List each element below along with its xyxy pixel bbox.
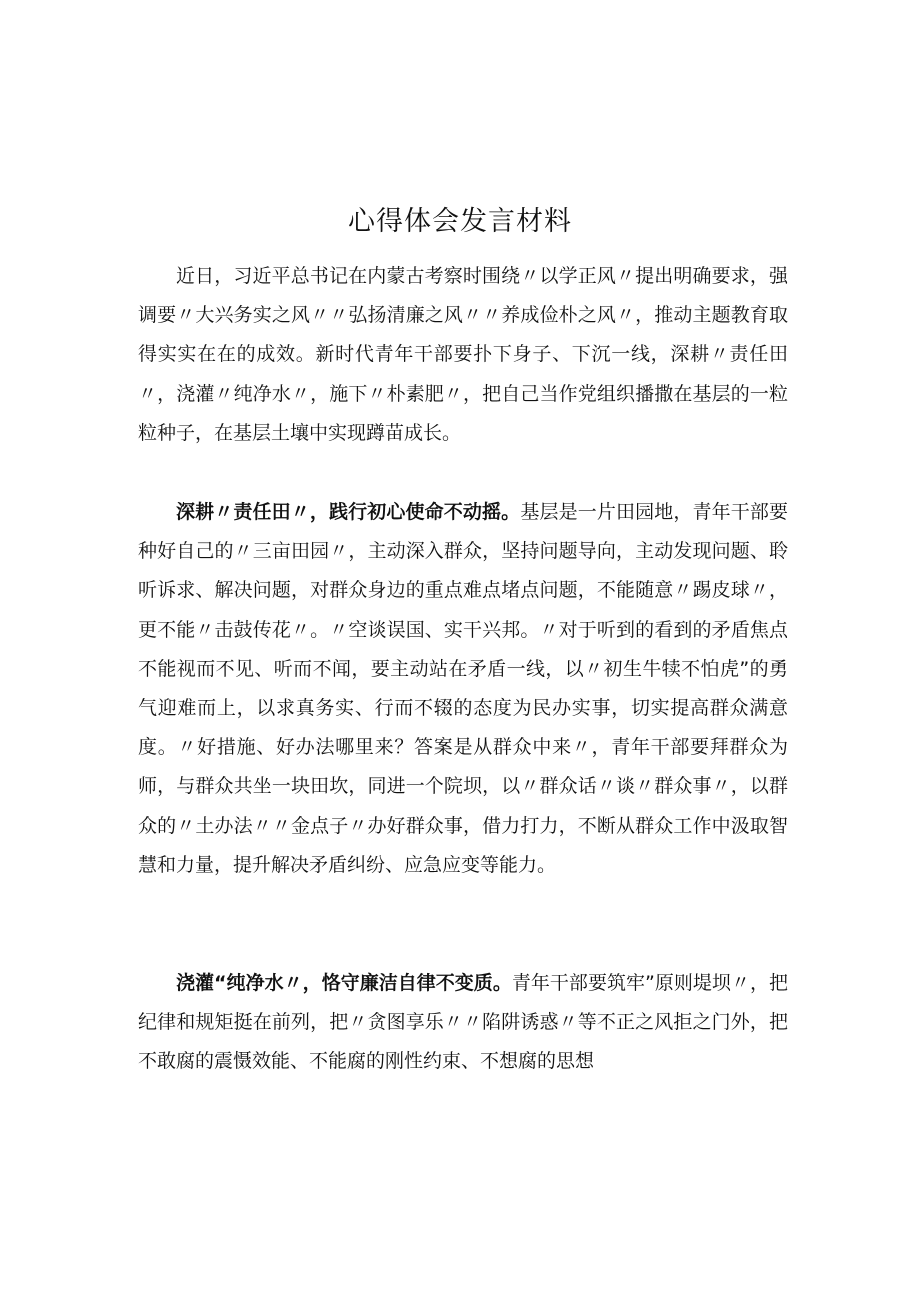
paragraph-pure-water-text: 青年干部要筑牢”原则堤坝〃，把纪律和规矩挺在前列，把〃贪图享乐〃〃陷阱诱惑〃等不正之风拒之门外，把不敢腐的震慑效能、不能腐的刚性约束、不想腐的思想 bbox=[138, 972, 788, 1073]
document-title: 心得体会发言材料 bbox=[348, 206, 572, 237]
paragraph-intro-text: 近日，习近平总书记在内蒙古考察时围绕〃以学正风〃提出明确要求，强调要〃大兴务实之风〃〃弘扬清廉之风〃〃养成俭朴之风〃，推动主题教育取得实实在在的成效。新时代青年干部要扑下身子、下沉一线，深耕〃责任田〃，浇灌〃纯净水〃，施下〃朴素肥〃，把自己当作党组织播撒在基层的一粒粒种子，在基层土壤中实现蹲苗成长。 bbox=[138, 265, 788, 444]
paragraph-pure-water bbox=[138, 964, 788, 1082]
paragraph-responsibility-field-text: 基层是一片田园地，青年干部要种好自己的〃三亩田园〃，主动深入群众，坚持问题导向，主动发现问题、聆听诉求、解决问题，对群众身边的重点难点堵点问题，不能随意〃踢皮球〃，更不能〃击鼓传花〃。〃空谈误国、实干兴邦。〃对于听到的看到的矛盾焦点不能视而不见、听而不闻，要主动站在矛盾一线，以〃初生牛犊不怕虎”的勇气迎难而上，以求真务实、行而不辍的态度为民办实事，切实提高群众满意度。〃好措施、好办法哪里来？答案是从群众中来〃，青年干部要拜群众为师，与群众共坐一块田坎，同进一个院坝，以〃群众话〃谈〃群众事〃，以群众的〃土办法〃〃金点子〃办好群众事，借力打力，不断从群众工作中汲取智慧和力量，提升解决矛盾纠纷、应急应变等能力。 bbox=[138, 501, 788, 876]
paragraph-responsibility-field bbox=[138, 493, 788, 885]
paragraph-intro bbox=[138, 257, 788, 453]
paragraph-responsibility-field-lead: 深耕〃责任田〃，践行初心使命不动摇。 bbox=[176, 501, 521, 523]
paragraph-pure-water-lead: 浇灌“纯净水〃，恪守廉洁自律不变质。 bbox=[176, 972, 512, 994]
